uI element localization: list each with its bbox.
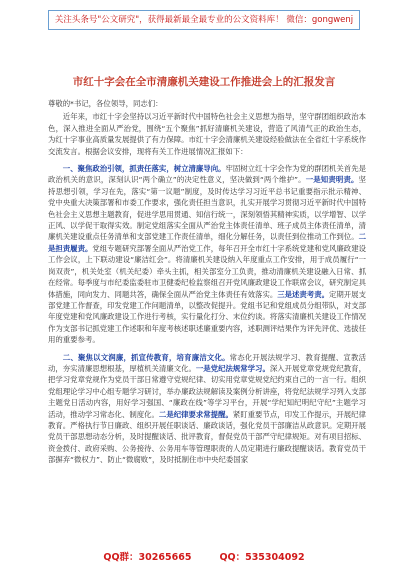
- section-1-text-4: 定期开展支部党建工作督查，印发党建工作问题清单，以整改促提升。党组书记和党组成员分组带队，对支部年度党建和党风廉政建设工作进行考核，实行量化打分、末位约谈。将落实清廉机关建设工作情况作为支部书记抓党建工作述职和年度考核述职述廉重要内容，述职测评结果作为评先评优、选拔任用的重要参考。: [48, 289, 366, 345]
- section-1-paragraph: [48, 163, 366, 346]
- intro-paragraph: 近年来，市红十字会坚持以习近平新时代中国特色社会主义思想为指导，坚守群团组织政治本色，深入推进全面从严治党，围绕“五个聚焦”抓好清廉机关建设，营造了风清气正的政治生态，为红十字事业高质量发展提供了有力保障。市红十字会清廉机关建设经验做法在全省红十字系统作交流发言。根据会议安排，现将有关工作进展情况汇报如下：: [48, 112, 366, 156]
- promo-banner: [48, 10, 360, 30]
- section-1-point-1: 一是知责明责。: [305, 175, 359, 185]
- salutation: 尊敬的*书记，各位领导，同志们：: [48, 99, 163, 108]
- footer-qq: QQ：535304092: [219, 552, 305, 563]
- section-1-text-2: 坚持思想引领，学习在先，落实“第一议题”制度，及时传达学习习近平总书记重要指示批示精神、党中央重大决策部署和市委工作要求，强化责任担当意识，扎实开展学习贯彻习近平新时代中国特色社会主义思想主题教育，促进学思用贯通、知信行统一，深刻领悟其精神实质，以学增智、以学正风、以学促干取得实效。制定党组落实全面从严治党主体责任清单、班子成员主体责任清单，清廉机关建设重点任务清单和支部党建工作责任清单，细化分解任务，以责任到位推动工作到位。: [48, 175, 366, 242]
- footer-contact: [0, 549, 408, 563]
- promo-banner-text: 关注头条号"公文研究"，获得最新最全最专业的公文资料库！ 微信：gongwenj: [54, 15, 354, 25]
- section-2-point-2: 二是纪律要求常提醒。: [158, 409, 233, 419]
- section-2-heading: 二、聚焦以文润廉，抓宣传教育，培育廉洁文化。: [62, 352, 230, 362]
- section-1-point-3: 三是述责考责。: [277, 289, 329, 299]
- footer-qq-group: QQ群：30265665: [103, 552, 192, 563]
- section-2-text-3: 紧盯重要节点，印发工作提示，开展纪律教育。严格执行节日廉政、组织开展任职谈话、廉政谈话，强化党员干部廉洁从政意识。定期开展党员干部思想动态分析，及时提醒谈话、批评教育，督促党员干部严守纪律规矩。对有项目招标、资金拨付、政府采购、公务接待、公务用车等管理职责的人员定期进行廉政提醒谈话。教育党员干部摒弃“微权力”、防止“微腐败”，及时抵制住市中央纪委国家: [48, 409, 366, 465]
- section-1-text-1: 牢固树立红十字会作为党的群团机关首先是政治机关的意识，深刻认识“两个确立”的决定性意义，坚决做到“两个维护”。: [48, 164, 366, 185]
- section-2-text-1: 常态化开展法规学习、教育提醒、宣教活动，夯实清廉思想根基，厚植机关清廉文化。: [48, 352, 366, 373]
- section-2-paragraph: [48, 352, 366, 466]
- section-2-point-1: 一是党纪法规常学习。: [195, 363, 270, 373]
- document-title: 市红十字会在全市清廉机关建设工作推进会上的汇报发言: [72, 76, 336, 88]
- section-1-point-2: 二是担责履责。: [48, 232, 366, 253]
- document-body: [48, 98, 366, 466]
- section-2-text-2: 深入开展党章党规党纪教育，把学习党章党规作为党员干部日常遵守党规纪律、切实用党章党规党纪约束自己的一言一行。组织党组理论学习中心组专题学习研讨，举办廉政法规解读及案例分析讲座，将党纪法规学习列入支部主题党日活动内容，用好学习强国、“廉政在线”等学习平台，开展“学纪知纪明纪守纪”主题学习活动，推动学习常态化、制度化。: [48, 363, 366, 419]
- section-1-text-3: 党组专题研究部署全面从严治党工作，每年召开全市红十字系统党建和党风廉政建设工作会议，上下联动建设“廉洁红会”。将清廉机关建设纳入年度重点工作安排，用于成员履行“一岗双责”，机关处室（机关纪委）牵头主抓，相关部室分工负责，推动清廉机关建设融入日常、抓在经常。每季度与市纪委监委驻市卫健委纪检监察组召开党风廉政建设工作联席会议，研究制定具体措施，同向发力、同题共答，确保全面从严治党主体责任有效落实。: [48, 243, 366, 299]
- section-1-heading: 一、聚焦政治引领，抓责任落实，树立清廉导向。: [62, 164, 226, 174]
